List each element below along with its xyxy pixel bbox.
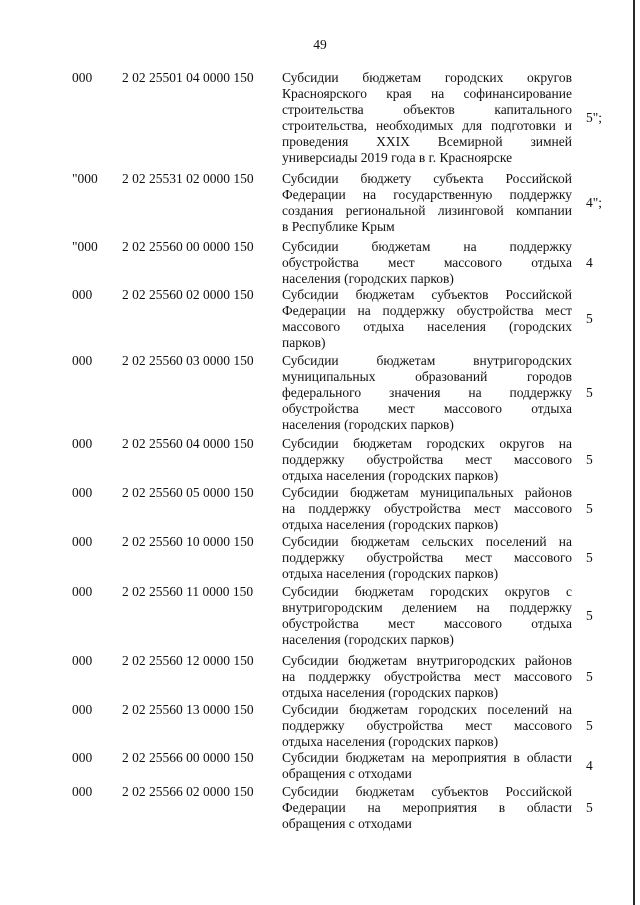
revenue-name-line: поддержку обустройства мест массового xyxy=(282,452,572,467)
revenue-name-line: универсиады 2019 года в г. Красноярске xyxy=(282,150,513,165)
admin-code-cell: 000 xyxy=(72,750,93,765)
revenue-name-line: в Республике Крым xyxy=(282,219,395,234)
revenue-name-cell xyxy=(282,534,572,582)
revenue-name-cell xyxy=(282,436,572,484)
budget-classification-code-cell: 2 02 25501 04 0000 150 xyxy=(122,70,254,85)
budget-classification-code-cell: 2 02 25560 13 0000 150 xyxy=(122,702,254,717)
revenue-name-line: массового отдыха населения (городских xyxy=(282,319,572,334)
admin-code-cell: 000 xyxy=(72,353,93,368)
budget-classification-code-cell: 2 02 25560 12 0000 150 xyxy=(122,653,254,668)
admin-code-cell: 000 xyxy=(72,784,93,799)
revenue-name-line: поддержку обустройства мест массового xyxy=(282,550,572,565)
budget-classification-code-cell: 2 02 25560 04 0000 150 xyxy=(122,436,254,451)
revenue-name-line: строительства объектов капитального xyxy=(282,102,572,117)
revenue-name-line: отдыха населения (городских парков) xyxy=(282,566,499,581)
revenue-name-line: внутригородским делением на поддержку xyxy=(282,600,572,615)
admin-code-cell: 000 xyxy=(72,287,93,302)
distribution-norm-cell: 5 xyxy=(586,550,593,565)
revenue-name-line: Субсидии бюджету субъекта Российской xyxy=(282,171,572,186)
revenue-name-cell xyxy=(282,287,572,351)
revenue-name-cell xyxy=(282,239,572,287)
revenue-name-line: обращения с отходами xyxy=(282,766,412,781)
revenue-name-line: Субсидии бюджетам городских округов на xyxy=(282,436,572,451)
revenue-name-line: отдыха населения (городских парков) xyxy=(282,468,499,483)
page-edge-line xyxy=(633,0,635,905)
revenue-name-cell xyxy=(282,353,572,433)
budget-classification-code-cell: 2 02 25566 00 0000 150 xyxy=(122,750,254,765)
distribution-norm-cell: 4"; xyxy=(586,195,603,210)
revenue-name-line: Субсидии бюджетам на мероприятия в области xyxy=(282,750,572,765)
revenue-name-line: населения (городских парков) xyxy=(282,271,454,286)
revenue-name-line: проведения XXIX Всемирной зимней xyxy=(282,134,572,149)
budget-classification-code-cell: 2 02 25560 00 0000 150 xyxy=(122,239,254,254)
budget-classification-code-cell: 2 02 25560 05 0000 150 xyxy=(122,485,254,500)
budget-classification-code-cell: 2 02 25531 02 0000 150 xyxy=(122,171,254,186)
revenue-name-line: Субсидии бюджетам субъектов Российской xyxy=(282,784,572,799)
revenue-name-cell xyxy=(282,702,572,750)
distribution-norm-cell: 5 xyxy=(586,669,593,684)
distribution-norm-cell: 4 xyxy=(586,758,593,773)
revenue-name-line: Субсидии бюджетам городских округов xyxy=(282,70,572,85)
admin-code-cell: 000 xyxy=(72,485,93,500)
revenue-name-line: отдыха населения (городских парков) xyxy=(282,517,499,532)
budget-classification-code-cell: 2 02 25566 02 0000 150 xyxy=(122,784,254,799)
budget-classification-code-cell: 2 02 25560 11 0000 150 xyxy=(122,584,254,599)
revenue-name-line: строительства, необходимых для подготовки и xyxy=(282,118,572,133)
page-number: 49 xyxy=(313,37,327,52)
budget-classification-code-cell: 2 02 25560 02 0000 150 xyxy=(122,287,254,302)
distribution-norm-cell: 5 xyxy=(586,311,593,326)
distribution-norm-cell: 5 xyxy=(586,501,593,516)
revenue-name-line: Субсидии бюджетам городских поселений на xyxy=(282,702,572,717)
revenue-name-line: Федерации на государственную поддержку xyxy=(282,187,572,202)
revenue-name-line: Субсидии бюджетам субъектов Российской xyxy=(282,287,572,302)
admin-code-cell: "000 xyxy=(72,171,98,186)
distribution-norm-cell: 5 xyxy=(586,385,593,400)
revenue-name-line: Субсидии бюджетам внутригородских xyxy=(282,353,572,368)
admin-code-cell: 000 xyxy=(72,70,93,85)
revenue-name-line: населения (городских парков) xyxy=(282,417,454,432)
revenue-name-line: федерального значения на поддержку xyxy=(282,385,572,400)
revenue-name-line: отдыха населения (городских парков) xyxy=(282,734,499,749)
revenue-name-line: Субсидии бюджетам внутригородских районов xyxy=(282,653,572,668)
revenue-name-cell xyxy=(282,784,572,832)
admin-code-cell: 000 xyxy=(72,584,93,599)
admin-code-cell: 000 xyxy=(72,436,93,451)
revenue-name-line: населения (городских парков) xyxy=(282,632,454,647)
admin-code-cell: 000 xyxy=(72,653,93,668)
revenue-name-line: муниципальных образований городов xyxy=(282,369,572,384)
admin-code-cell: "000 xyxy=(72,239,98,254)
revenue-name-cell xyxy=(282,653,572,701)
distribution-norm-cell: 5 xyxy=(586,608,593,623)
revenue-name-line: Субсидии бюджетам сельских поселений на xyxy=(282,534,572,549)
revenue-name-cell xyxy=(282,584,572,648)
budget-classification-code-cell: 2 02 25560 10 0000 150 xyxy=(122,534,254,549)
revenue-name-line: на поддержку обустройства мест массового xyxy=(282,669,572,684)
revenue-name-cell xyxy=(282,485,572,533)
distribution-norm-cell: 4 xyxy=(586,255,593,270)
revenue-name-line: создания региональной лизинговой компании xyxy=(282,203,572,218)
revenue-name-line: Красноярского края на софинансирование xyxy=(282,86,572,101)
revenue-name-line: обустройства мест массового отдыха xyxy=(282,255,572,270)
revenue-name-line: на поддержку обустройства мест массового xyxy=(282,501,572,516)
revenue-name-cell xyxy=(282,171,572,235)
revenue-name-line: отдыха населения (городских парков) xyxy=(282,685,499,700)
admin-code-cell: 000 xyxy=(72,534,93,549)
admin-code-cell: 000 xyxy=(72,702,93,717)
distribution-norm-cell: 5 xyxy=(586,718,593,733)
revenue-name-line: парков) xyxy=(282,335,326,350)
revenue-name-line: Федерации на поддержку обустройства мест xyxy=(282,303,572,318)
distribution-norm-cell: 5 xyxy=(586,800,593,815)
revenue-name-cell xyxy=(282,70,572,166)
revenue-name-line: Субсидии бюджетам городских округов с xyxy=(282,584,572,599)
distribution-norm-cell: 5 xyxy=(586,452,593,467)
distribution-norm-cell: 5"; xyxy=(586,110,603,125)
revenue-name-line: Субсидии бюджетам на поддержку xyxy=(282,239,572,254)
revenue-name-cell xyxy=(282,750,572,782)
revenue-name-line: Субсидии бюджетам муниципальных районов xyxy=(282,485,572,500)
budget-classification-code-cell: 2 02 25560 03 0000 150 xyxy=(122,353,254,368)
revenue-name-line: обращения с отходами xyxy=(282,816,412,831)
revenue-name-line: поддержку обустройства мест массового xyxy=(282,718,572,733)
revenue-name-line: Федерации на мероприятия в области xyxy=(282,800,572,815)
revenue-name-line: обустройства мест массового отдыха xyxy=(282,401,572,416)
revenue-name-line: обустройства мест массового отдыха xyxy=(282,616,572,631)
